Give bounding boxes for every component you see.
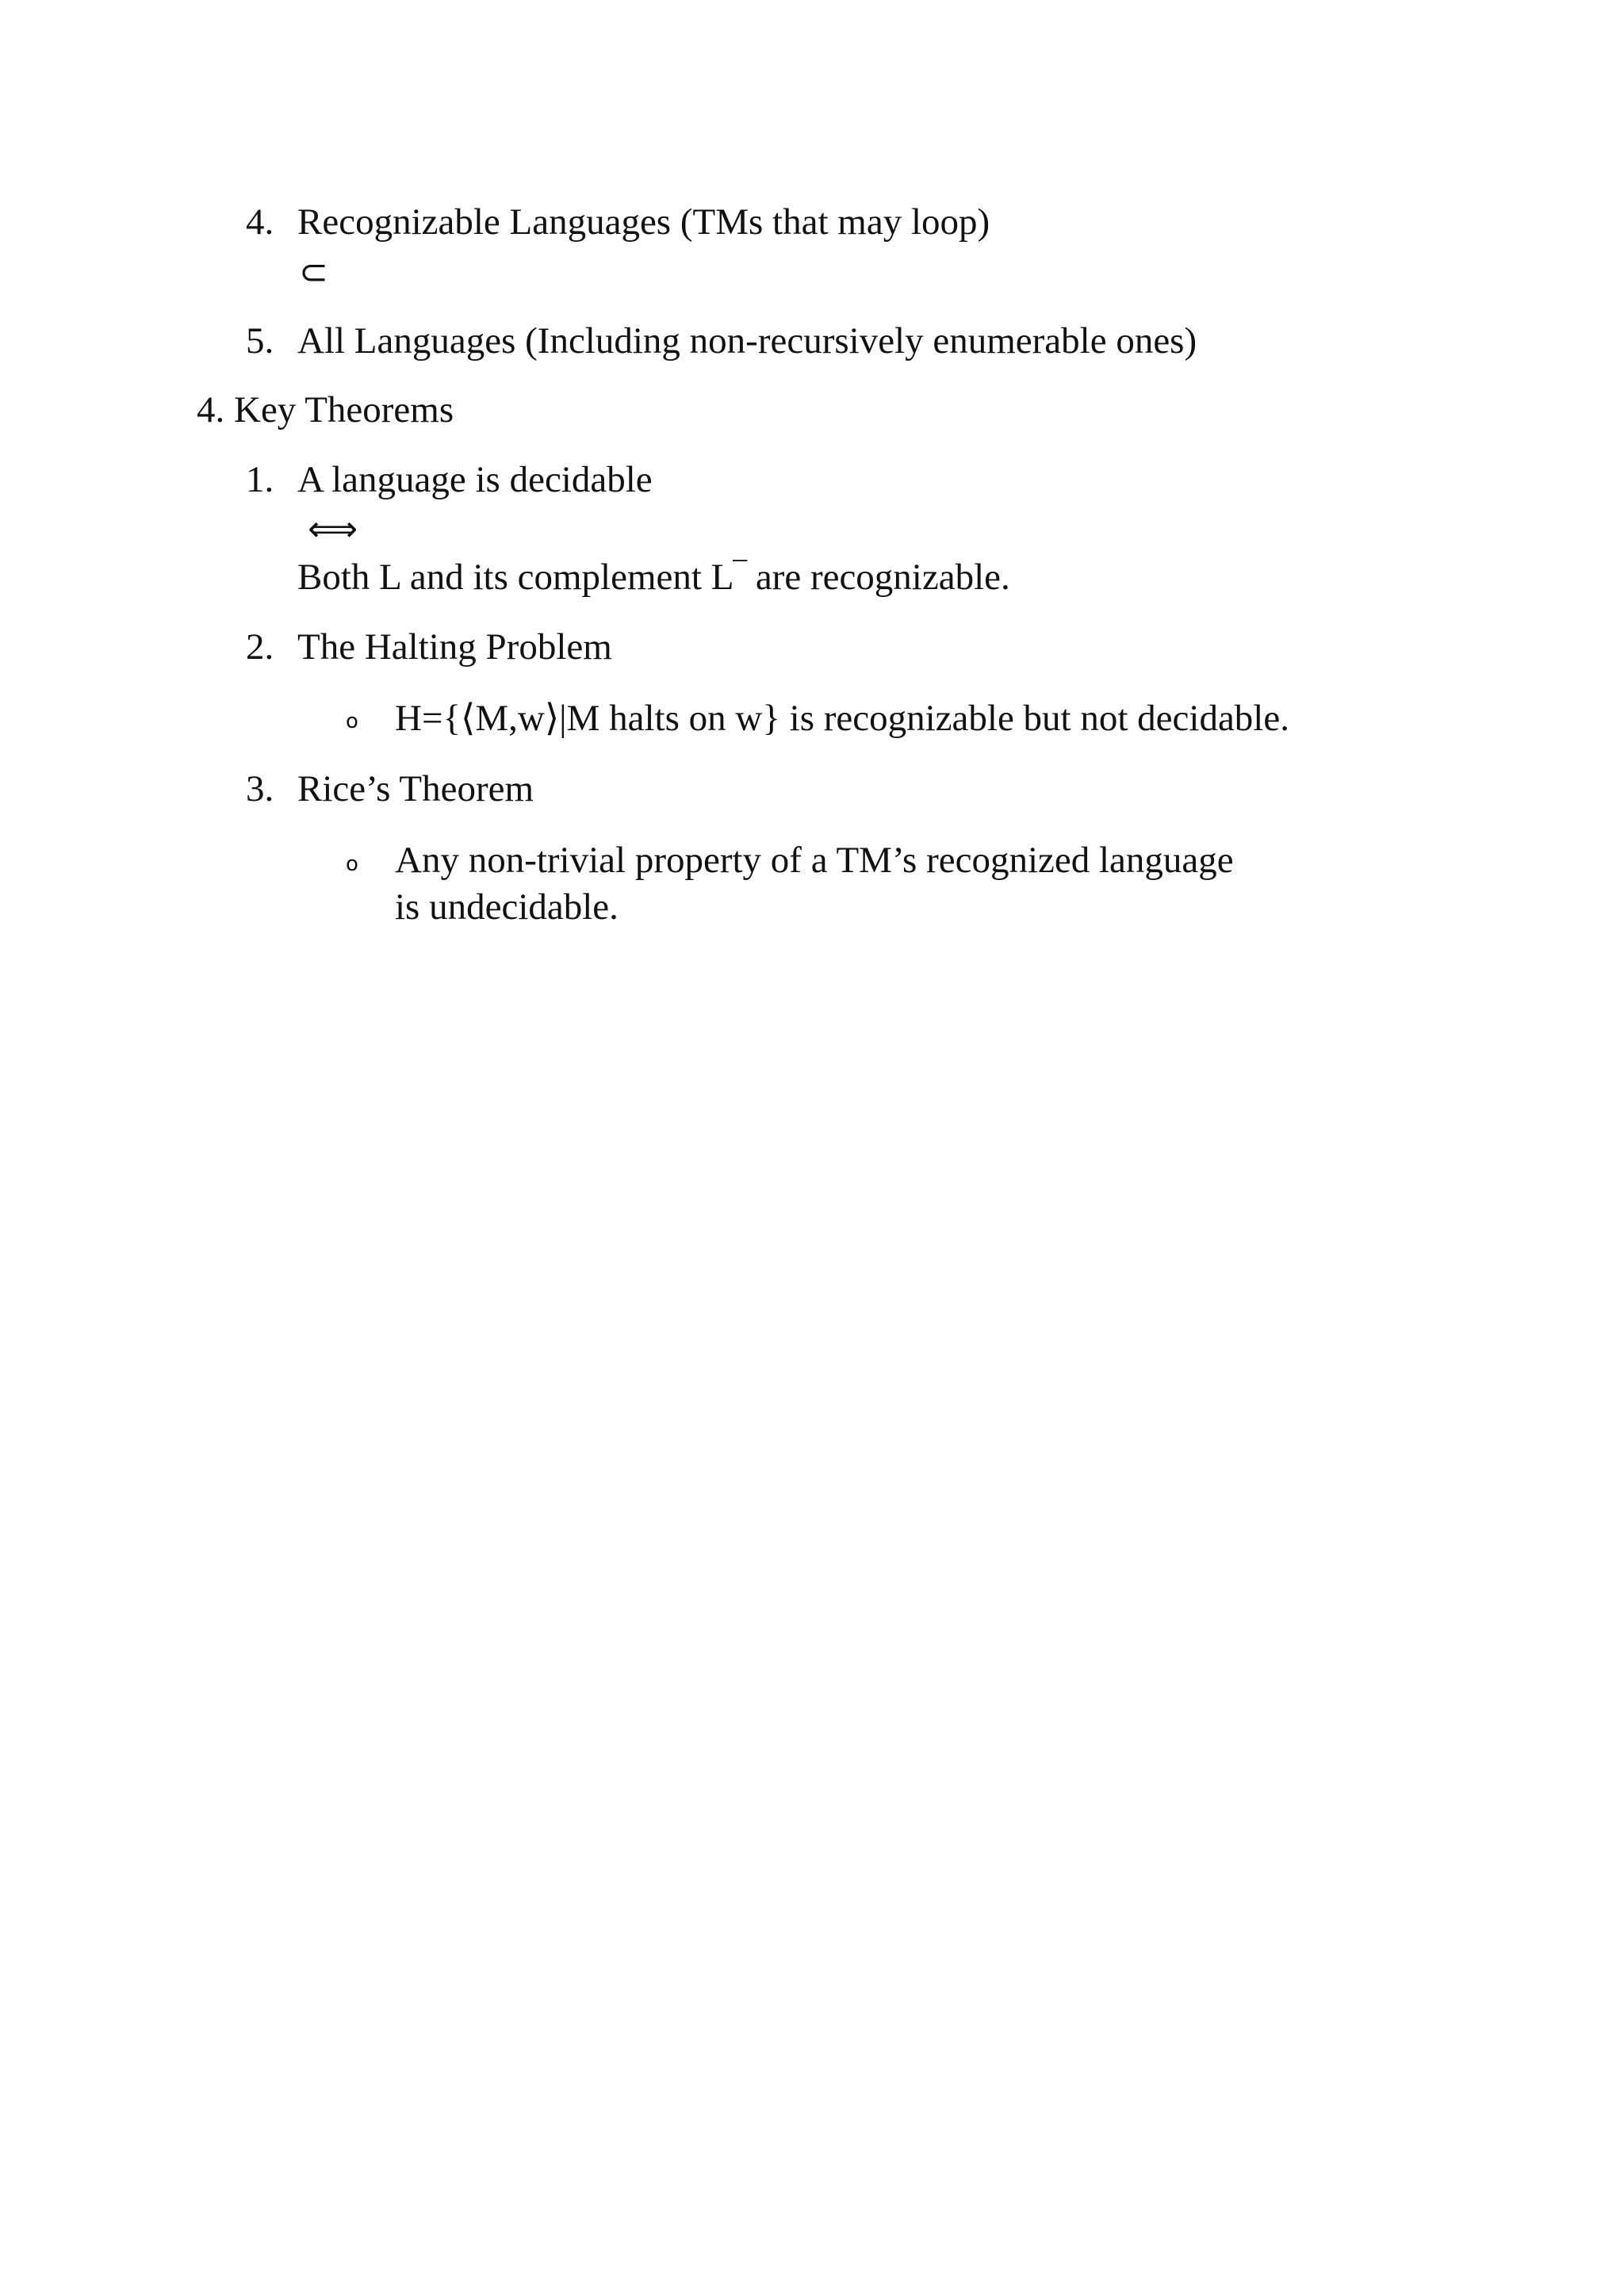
theorem-title: A language is decidable [297, 459, 653, 500]
theorem-title: The Halting Problem [297, 626, 612, 668]
theorem-detail: H={⟨M,w⟩|M halts on w} is recognizable but not decidable. [395, 698, 1289, 739]
section-heading: 4. Key Theorems [197, 389, 454, 430]
theorem-detail-line-1: Any non-trivial property of a TM’s recognized language [395, 840, 1234, 881]
list-number: 3. [246, 768, 274, 809]
list-number: 2. [246, 626, 274, 668]
bullet-marker: o [346, 710, 358, 733]
list-item-text: Recognizable Languages (TMs that may loop) [297, 201, 990, 243]
bullet-marker: o [346, 852, 358, 876]
subset-symbol: ⊂ [299, 252, 328, 293]
list-number: 1. [246, 459, 274, 500]
iff-symbol: ⟺ [308, 509, 358, 549]
list-number: 5. [246, 320, 274, 362]
theorem-continuation: Both L and its complement L‾ are recognizable. [297, 557, 1010, 598]
theorem-title: Rice’s Theorem [297, 768, 534, 809]
list-number: 4. [246, 201, 274, 243]
theorem-detail-line-2: is undecidable. [395, 886, 619, 928]
list-item-text: All Languages (Including non-recursively enumerable ones) [297, 320, 1197, 362]
